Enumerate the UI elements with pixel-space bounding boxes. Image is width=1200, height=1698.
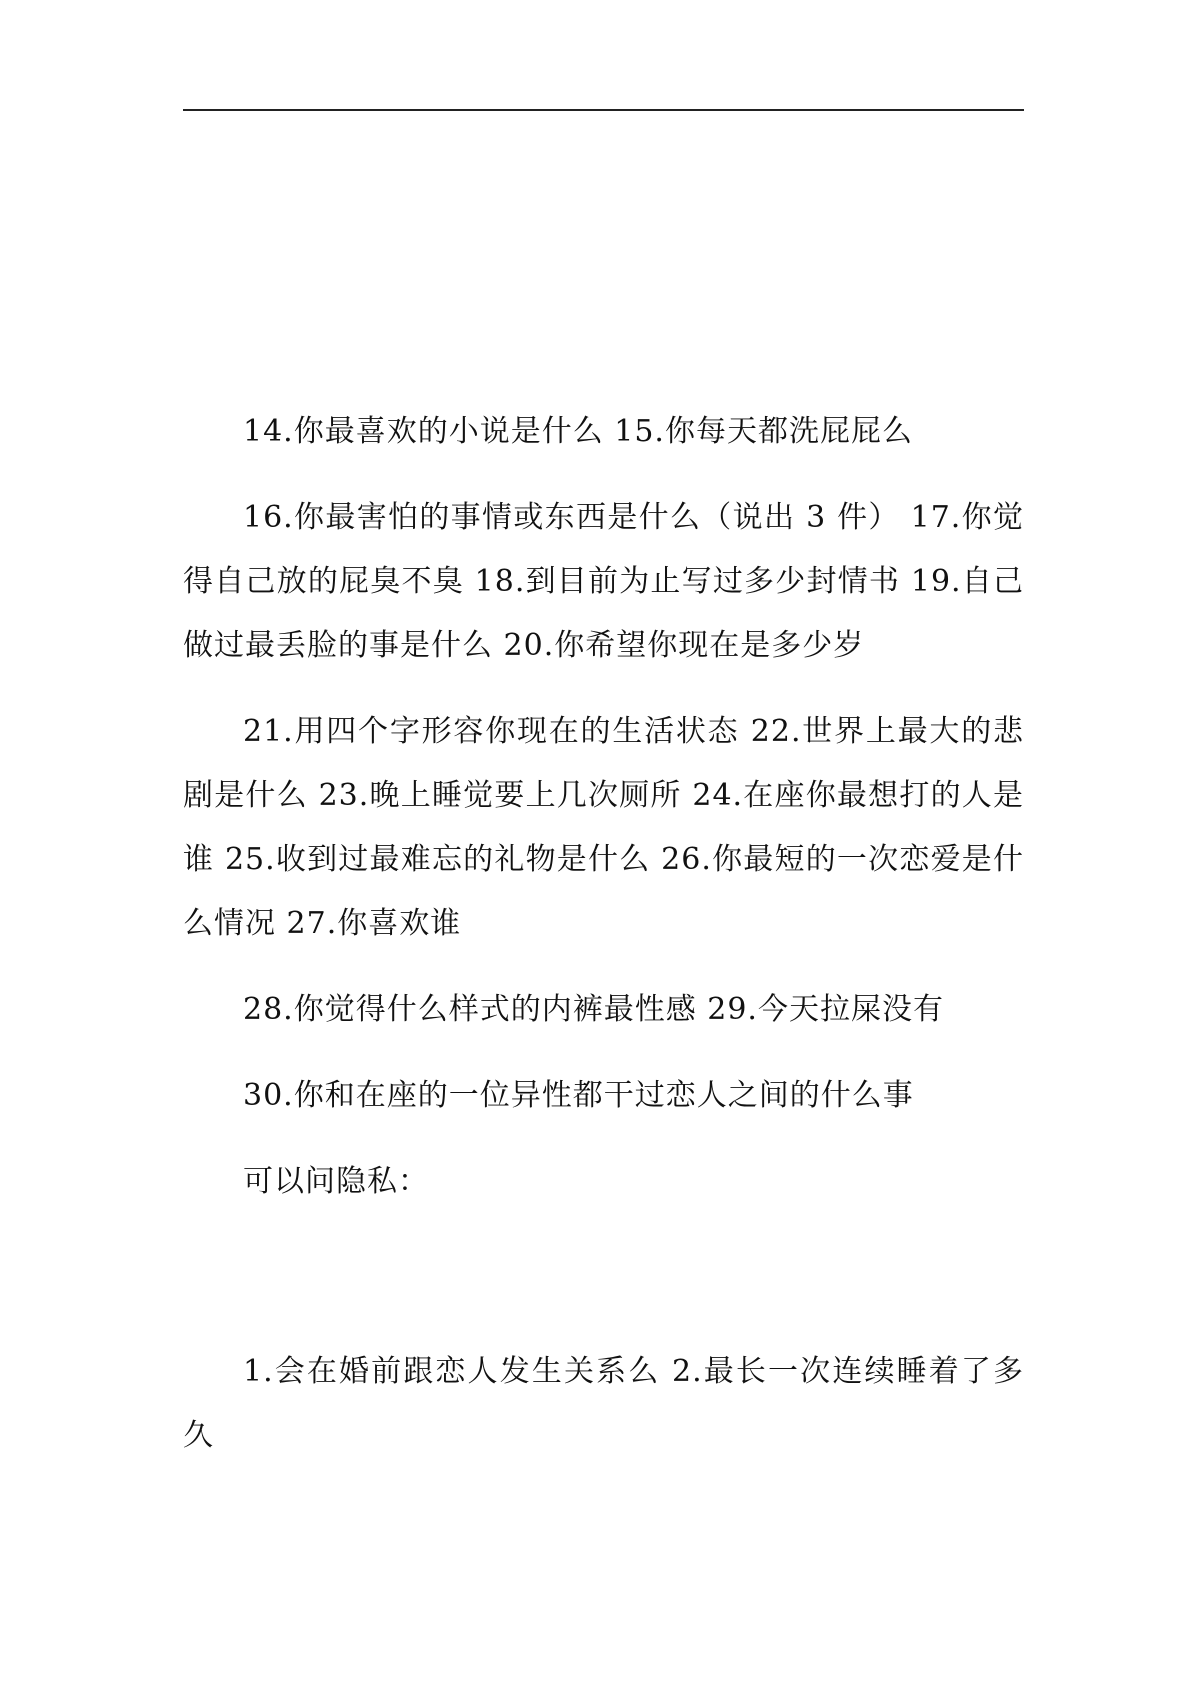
question-paragraph: 1.会在婚前跟恋人发生关系么 2.最长一次连续睡着了多久 <box>183 1354 1024 1453</box>
question-paragraph: 21.用四个字形容你现在的生活状态 22.世界上最大的悲剧是什么 23.晚上睡觉要上几次厕所 24.在座你最想打的人是谁 25.收到过最难忘的礼物是什么 26.你最短的一次恋爱是什么情况 27.你喜欢谁 <box>183 714 1024 941</box>
question-paragraph: 28.你觉得什么样式的内裤最性感 29.今天拉屎没有 <box>243 992 944 1027</box>
section-heading: 可以问隐私： <box>243 1164 429 1199</box>
header-rule <box>183 109 1024 111</box>
question-paragraph: 30.你和在座的一位异性都干过恋人之间的什么事 <box>243 1078 914 1113</box>
document-body <box>183 400 1024 1468</box>
question-paragraph: 16.你最害怕的事情或东西是什么（说出 3 件） 17.你觉得自己放的屁臭不臭 18.到目前为止写过多少封情书 19.自己做过最丢脸的事是什么 20.你希望你现在是多少岁 <box>183 500 1024 663</box>
question-paragraph: 14.你最喜欢的小说是什么 15.你每天都洗屁屁么 <box>243 414 913 449</box>
